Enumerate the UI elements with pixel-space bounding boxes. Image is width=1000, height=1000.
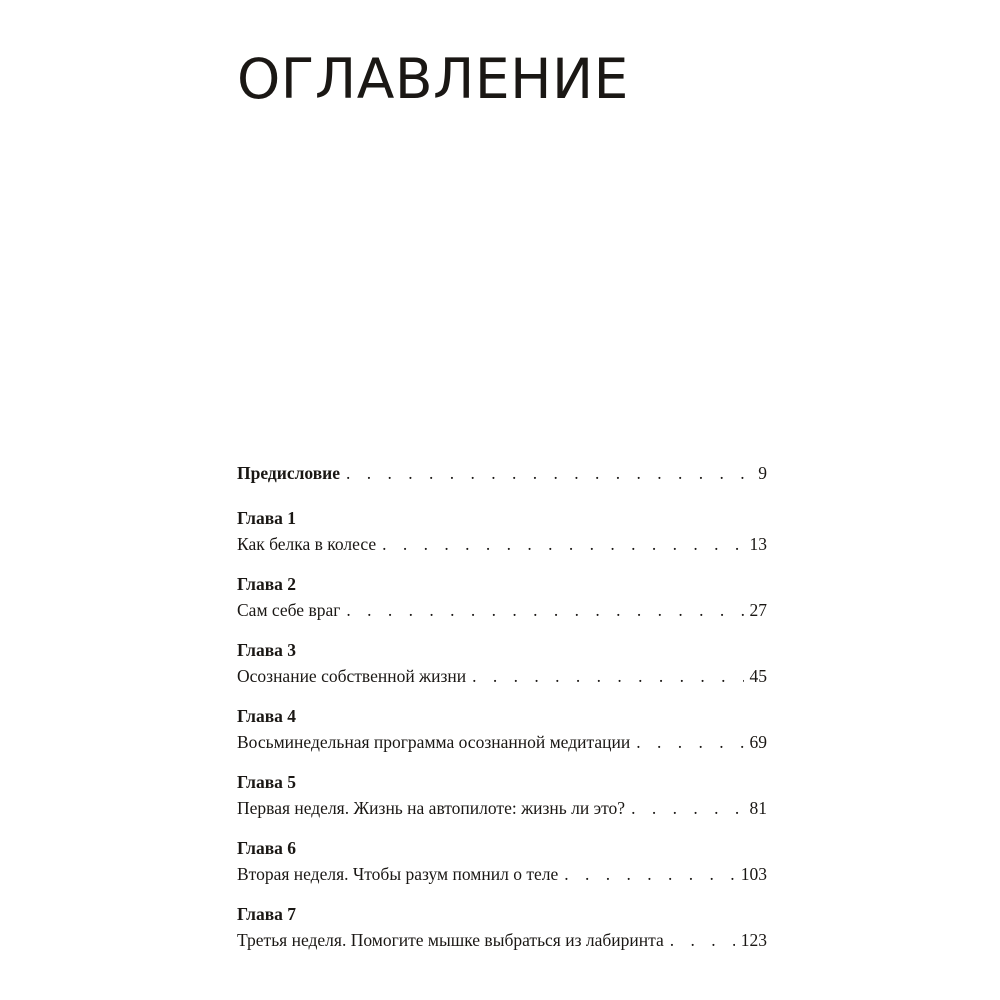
toc-page-number: 27 xyxy=(749,600,767,620)
toc-page-number: 45 xyxy=(749,666,767,686)
dot-leader xyxy=(346,460,752,486)
toc-entry-chapter-1 xyxy=(237,505,767,557)
dot-leader xyxy=(346,597,743,623)
dot-leader xyxy=(670,927,735,953)
toc-entry-title: Сам себе враг xyxy=(237,600,341,620)
chapter-label: Глава 4 xyxy=(237,706,297,726)
table-of-contents xyxy=(237,460,767,967)
toc-entry-title: Третья неделя. Помогите мышке выбраться из лабиринта xyxy=(237,930,664,950)
chapter-label: Глава 6 xyxy=(237,838,297,858)
chapter-label: Глава 1 xyxy=(237,508,297,528)
toc-entry-title: Осознание собственной жизни xyxy=(237,666,467,686)
toc-entry-preface xyxy=(237,460,767,486)
chapter-label: Глава 2 xyxy=(237,574,297,594)
toc-entry-chapter-4 xyxy=(237,703,767,755)
page-title: ОГЛАВЛЕНИЕ xyxy=(237,47,629,111)
toc-entry-chapter-5 xyxy=(237,769,767,821)
toc-page-number: 103 xyxy=(740,864,767,884)
toc-line xyxy=(237,460,767,486)
chapter-label: Глава 5 xyxy=(237,772,297,792)
toc-page-number: 69 xyxy=(749,732,767,752)
toc-page-number: 81 xyxy=(749,798,767,818)
toc-entry-chapter-2 xyxy=(237,571,767,623)
chapter-label: Глава 7 xyxy=(237,904,297,924)
dot-leader xyxy=(564,861,735,887)
toc-page-number: 9 xyxy=(758,463,767,483)
chapter-label: Глава 3 xyxy=(237,640,297,660)
toc-line xyxy=(237,729,767,755)
toc-entry-title: Предисловие xyxy=(237,463,341,483)
toc-line xyxy=(237,663,767,689)
toc-entry-chapter-6 xyxy=(237,835,767,887)
toc-page-number: 13 xyxy=(749,534,767,554)
toc-entry-chapter-7 xyxy=(237,901,767,953)
dot-leader xyxy=(472,663,743,689)
toc-entry-title: Вторая неделя. Чтобы разум помнил о теле xyxy=(237,864,559,884)
dot-leader xyxy=(636,729,743,755)
toc-page-number: 123 xyxy=(740,930,767,950)
toc-entry-title: Как белка в колесе xyxy=(237,534,377,554)
toc-line xyxy=(237,927,767,953)
toc-entry-title: Первая неделя. Жизнь на автопилоте: жизнь ли это? xyxy=(237,798,626,818)
dot-leader xyxy=(631,795,743,821)
dot-leader xyxy=(382,531,743,557)
toc-line xyxy=(237,861,767,887)
toc-line xyxy=(237,597,767,623)
toc-entry-chapter-3 xyxy=(237,637,767,689)
toc-entry-title: Восьминедельная программа осознанной медитации xyxy=(237,732,631,752)
toc-line xyxy=(237,795,767,821)
toc-line xyxy=(237,531,767,557)
